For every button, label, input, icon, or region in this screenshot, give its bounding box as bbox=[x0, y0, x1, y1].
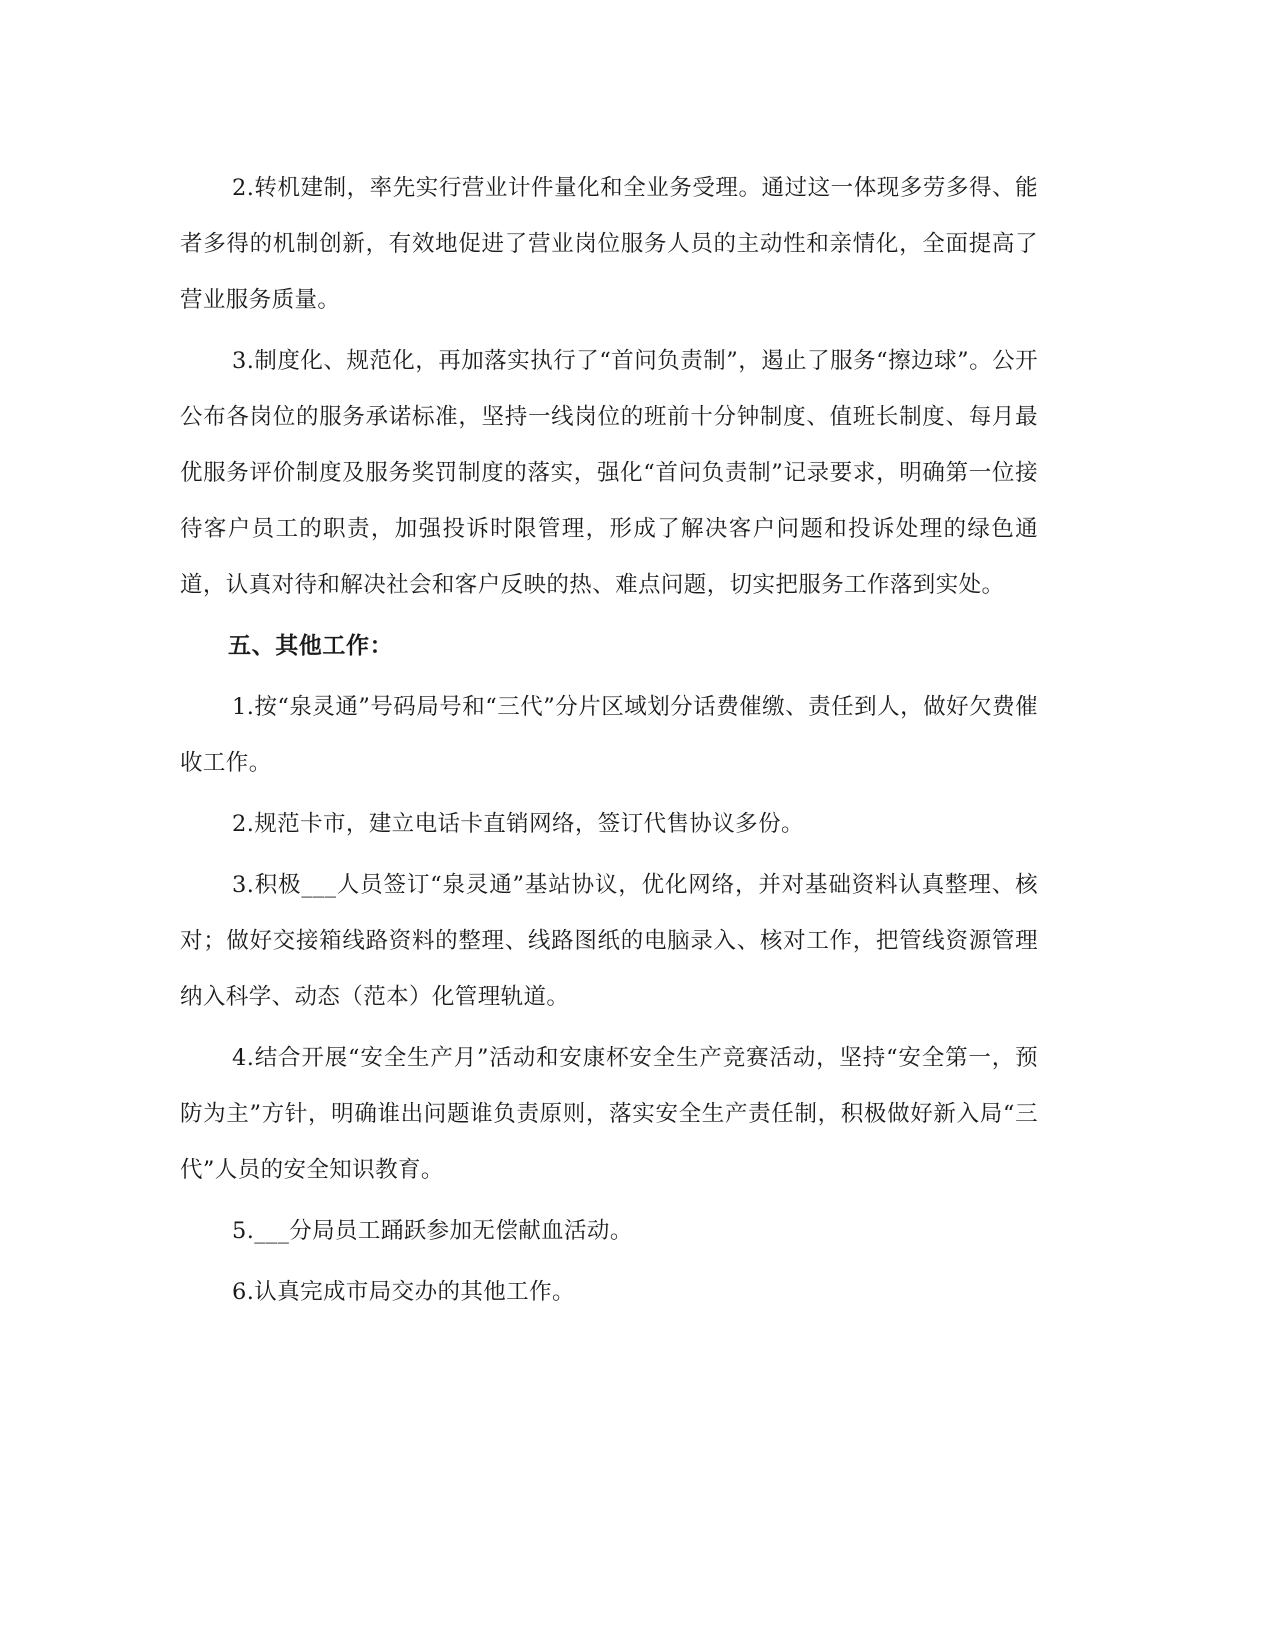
paragraph-blood-donation: 5.___分局员工踊跃参加无偿献血活动。 bbox=[232, 1218, 633, 1244]
paragraph-mechanism-reform: 2.转机建制，率先实行营业计件量化和全业务受理。通过这一体现多劳多得、能者多得的机制创新，有效地促进了营业岗位服务人员的主动性和亲情化，全面提高了营业服务质量。 bbox=[180, 175, 1038, 313]
paragraph-other-tasks: 6.认真完成市局交办的其他工作。 bbox=[232, 1279, 575, 1305]
section-heading-other-work: 五、其他工作： bbox=[228, 632, 394, 659]
paragraph-first-inquiry-responsibility: 3.制度化、规范化，再加落实执行了“首问负责制”，遏止了服务“擦边球”。公开公布各岗位的服务承诺标准，坚持一线岗位的班前十分钟制度、值班长制度、每月最优服务评价制度及服务奖罚制度的落实，强化“首问负责制”记录要求，明确第一位接待客户员工的职责，加强投诉时限管理，形成了解决客户问题和投诉处理的绿色通道，认真对待和解决社会和客户反映的热、难点问题，切实把服务工作落到实处。 bbox=[180, 348, 1038, 598]
paragraph-fee-collection: 1.按“泉灵通”号码局号和“三代”分片区域划分话费催缴、责任到人，做好欠费催收工作。 bbox=[180, 694, 1038, 776]
document-page bbox=[180, 160, 1038, 1325]
paragraph-safety-production: 4.结合开展“安全生产月”活动和安康杯安全生产竞赛活动，坚持“安全第一，预防为主”方针，明确谁出问题谁负责原则，落实安全生产责任制，积极做好新入局“三代”人员的安全知识教育。 bbox=[180, 1045, 1038, 1183]
paragraph-base-station-agreement: 3.积极___人员签订“泉灵通”基站协议，优化网络，并对基础资料认真整理、核对；做好交接箱线路资料的整理、线路图纸的电脑录入、核对工作，把管线资源管理纳入科学、动态（范本）化管理轨道。 bbox=[180, 872, 1038, 1010]
paragraph-card-market: 2.规范卡市，建立电话卡直销网络，签订代售协议多份。 bbox=[232, 811, 804, 837]
